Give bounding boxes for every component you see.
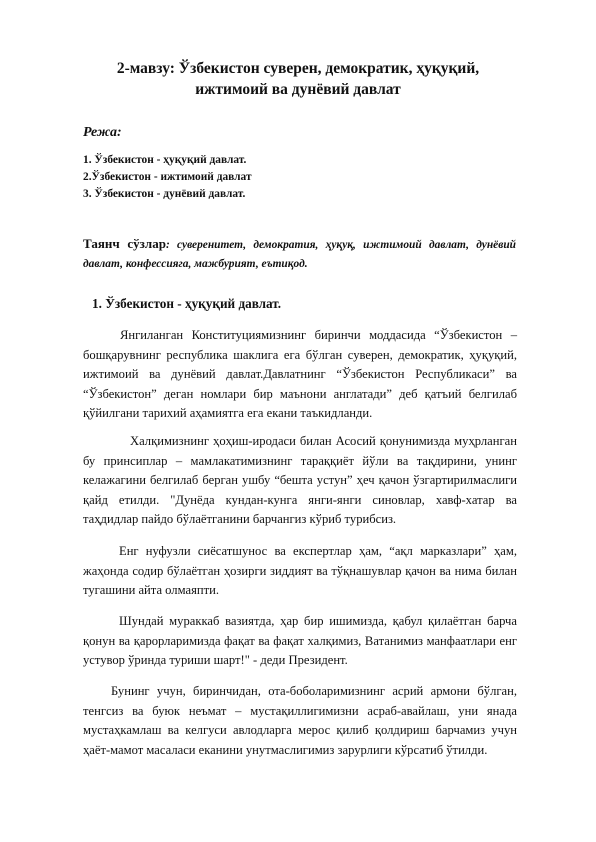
body-paragraph: Халқимизнинг ҳоҳиш-иродаси билан Асосий қонунимизда муҳрланган бу принсиплар – мамлакатимизнинг тараққиёт йўли ва тақдирини, унинг келажагини белгилаб берган ушбу “бешта устун” ҳеч қачон ўзгартирилмаслиги қайд етилди. "Дунёда кундан-кунга янги-янги синовлар, хавф-хатар ва таҳдидлар пайдо бўлаётганини барчангиз кўриб турибсиз. [83,434,517,527]
keywords-label: Таянч сўзлар [83,236,166,251]
body-paragraph: Янгиланган Конституциямизнинг биринчи моддасида “Ўзбекистон – бошқарувнинг республика шаклига ега бўлган суверен, демократик, ҳуқуқий, ижтимоий ва дунёвий давлат.Давлатнинг “Ўзбекистон Республикаси” ва “Ўзбекистон” деган номлари бир маънони англатади” деб қатъий белгилаб қўйилгани тарихий аҳамиятга ега екани таъкидланди. [83,328,517,421]
title-line-1: 2-мавзу: Ўзбекистон суверен, демократик, ҳуқуқий, [116,60,480,77]
plan-heading: Режа: [83,125,122,140]
section-heading: 1. Ўзбекистон - ҳуқуқий давлат. [92,296,282,311]
keywords-block [83,235,516,273]
plan-item: 3. Ўзбекистон - дунёвий давлат. [83,188,246,200]
keywords-text: : суверенитет, демократия, ҳуқуқ, ижтимоий давлат, дунёвий давлат, конфессияга, мажбурият, еътиқод. [83,239,516,270]
plan-item: 2.Ўзбекистон - ижтимоий давлат [83,171,252,183]
body-paragraph: Шундай мураккаб вазиятда, ҳар бир ишимизда, қабул қилаётган барча қонун ва қарорларимизда фақат ва фақат халқимиз, Ватанимиз манфаатлари енг устувор ўринда туриши шарт!" - деди Президент. [83,614,517,668]
plan-list [83,152,252,203]
plan-item: 1. Ўзбекистон - ҳуқуқий давлат. [83,154,247,166]
body-paragraph: Енг нуфузли сиёсатшунос ва експертлар ҳам, “ақл марказлари” ҳам, жаҳонда содир бўлаётган ҳозирги зиддият ва тўқнашувлар қачон ва нима билан тугашини айта олмаяпти. [83,544,517,598]
title-line-2: ижтимоий ва дунёвий давлат [195,81,401,98]
body-paragraph: Бунинг учун, биринчидан, ота-боболаримизнинг асрий армони бўлган, тенгсиз ва буюк неъмат – мустақиллигимизни асраб-авайлаш, уни янада мустаҳкамлаш ва келгуси авлодларга мерос қилиб қолдириш барчамиз учун ҳаёт-мамот масаласи еканини унутмаслигимиз зарурлиги кўрсатиб ўтилди. [83,684,517,757]
document-title [80,58,516,100]
